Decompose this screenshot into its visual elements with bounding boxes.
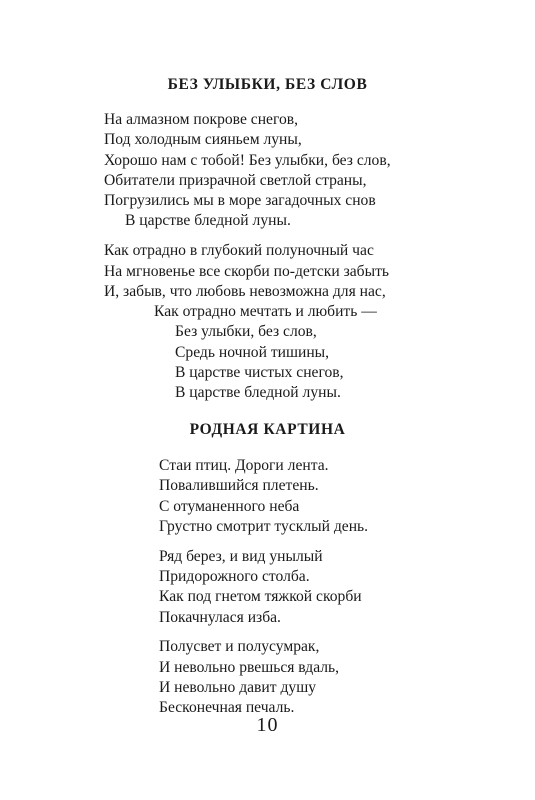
poem-body bbox=[104, 110, 391, 413]
poem-line: Покачнулася изба. bbox=[159, 608, 281, 626]
stanza bbox=[104, 241, 391, 403]
poem-line: Повалившийся плетень. bbox=[159, 477, 319, 495]
poem-line: Ряд берез, и вид унылый bbox=[159, 547, 323, 565]
poem-line: В царстве чистых снегов, bbox=[175, 364, 344, 382]
poem-line: С отуманенного неба bbox=[159, 497, 300, 515]
poem-line: На мгновенье все скорби по-детски забыть bbox=[104, 262, 389, 280]
poem-line: И невольно рвешься вдаль, bbox=[159, 658, 340, 676]
poem-line: Как отрадно мечтать и любить — bbox=[154, 303, 377, 321]
poem-line: В царстве бледной луны. bbox=[175, 384, 341, 402]
stanza bbox=[159, 456, 368, 537]
poem-line: Как отрадно в глубокий полуночный час bbox=[104, 242, 374, 260]
poem-line: Погрузились мы в море загадочных снов bbox=[104, 192, 376, 210]
poem-line: Без улыбки, без слов, bbox=[175, 323, 317, 341]
stanza bbox=[159, 547, 368, 628]
poem-title: РОДНАЯ КАРТИНА bbox=[189, 421, 346, 438]
poem-line: В царстве бледной луны. bbox=[125, 212, 291, 230]
poem-line: И невольно давит душу bbox=[159, 678, 317, 696]
poem-line: Бесконечная печаль. bbox=[159, 699, 295, 717]
poem-line: Стаи птиц. Дороги лента. bbox=[159, 457, 329, 474]
poem-line: Полусвет и полусумрак, bbox=[159, 638, 320, 656]
poem-line: Грустно смотрит тусклый день. bbox=[159, 517, 369, 535]
poem-line: Как под гнетом тяжкой скорби bbox=[159, 588, 362, 606]
poem-line: Хорошо нам с тобой! Без улыбки, без слов, bbox=[104, 151, 391, 169]
poem-title: БЕЗ УЛЫБКИ, БЕЗ СЛОВ bbox=[167, 76, 368, 93]
poem-line: Обитатели призрачной светлой страны, bbox=[104, 171, 367, 189]
poem-line: На алмазном покрове снегов, bbox=[104, 111, 299, 128]
stanza bbox=[159, 637, 368, 718]
stanza bbox=[104, 110, 391, 232]
poem-line: И, забыв, что любовь невозможна для нас, bbox=[104, 282, 386, 300]
poem-body bbox=[159, 456, 368, 728]
poem-line: Средь ночной тишины, bbox=[175, 343, 330, 361]
poem-line: Придорожного столба. bbox=[159, 567, 310, 585]
poem-line: Под холодным сияньем луны, bbox=[104, 131, 302, 149]
page-number: 10 bbox=[256, 714, 279, 736]
